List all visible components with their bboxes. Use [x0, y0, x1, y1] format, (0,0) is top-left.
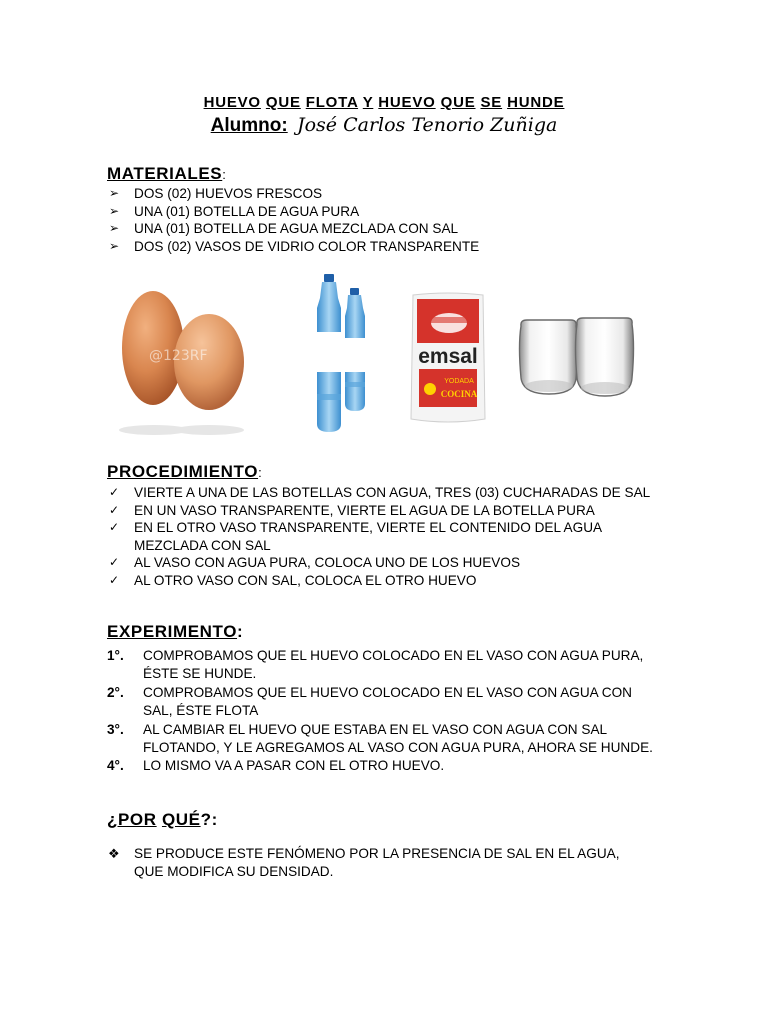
list-item-text: AL CAMBIAR EL HUEVO QUE ESTABA EN EL VASO CON AGUA CON SAL FLOTANDO, Y LE AGREGAMOS AL VASO CON AGUA PURA, AHORA SE HUNDE.: [143, 721, 653, 756]
checkmark-icon: ✓: [109, 572, 120, 587]
list-item-text: EN UN VASO TRANSPARENTE, VIERTE EL AGUA DE LA BOTELLA PURA: [134, 502, 595, 518]
list-item: [107, 502, 667, 520]
materials-heading-colon: :: [222, 167, 227, 182]
arrow-bullet-icon: ➢: [109, 186, 120, 200]
procedure-heading: [107, 462, 262, 482]
title-word: QUE: [265, 94, 301, 111]
list-item: [107, 238, 479, 256]
checkmark-icon: ✓: [109, 520, 120, 535]
title-word: Y: [362, 94, 374, 111]
title-word: FLOTA: [305, 94, 359, 111]
list-item: [107, 845, 644, 880]
list-item-text: DOS (02) VASOS DE VIDRIO COLOR TRANSPARENTE: [134, 238, 480, 254]
list-item-text: VIERTE A UNA DE LAS BOTELLAS CON AGUA, TRES (03) CUCHARADAS DE SAL: [134, 485, 651, 500]
list-item: [107, 220, 479, 238]
list-item-text: AL OTRO VASO CON SAL, COLOCA EL OTRO HUEVO: [134, 572, 477, 588]
glasses-image: [515, 316, 641, 406]
document-title: [0, 94, 768, 111]
student-line: [0, 114, 768, 137]
arrow-bullet-icon: ➢: [109, 238, 120, 253]
procedure-list: [107, 484, 667, 590]
title-word: HUEVO: [203, 94, 261, 111]
step-number: 1°.: [107, 648, 124, 663]
procedure-heading-colon: :: [258, 465, 263, 480]
list-item-text: AL VASO CON AGUA PURA, COLOCA UNO DE LOS HUEVOS: [134, 555, 521, 571]
salt-bag-image: [409, 291, 487, 426]
materials-heading: [107, 164, 226, 184]
materials-list: [107, 185, 479, 255]
bottles-image: [307, 274, 382, 439]
list-item: [107, 647, 647, 684]
checkmark-icon: ✓: [109, 485, 120, 499]
list-item: [107, 684, 647, 721]
materials-images: [107, 266, 647, 441]
list-item-text: LO MISMO VA A PASAR CON EL OTRO HUEVO.: [143, 758, 445, 774]
experiment-list: [107, 647, 653, 776]
list-item-text: UNA (01) BOTELLA DE AGUA MEZCLADA CON SAL: [134, 221, 459, 237]
checkmark-icon: ✓: [109, 555, 120, 570]
materials-heading-text: MATERIALES: [107, 164, 223, 183]
step-number: 4°.: [107, 758, 124, 774]
list-item-text: COMPROBAMOS QUE EL HUEVO COLOCADO EN EL VASO CON AGUA PURA, ÉSTE SE HUNDE.: [143, 648, 644, 682]
list-item: [107, 721, 663, 758]
salt-brand-text: emsal: [418, 345, 478, 368]
why-heading-rest: ?:: [200, 810, 218, 829]
list-item: [107, 185, 479, 203]
list-item-text: SE PRODUCE ESTE FENÓMENO POR LA PRESENCIA DE SAL EN EL AGUA, QUE MODIFICA SU DENSIDAD.: [134, 846, 620, 879]
why-heading-word: ¿POR: [107, 810, 157, 829]
student-label: Alumno:: [210, 115, 288, 136]
experiment-heading-colon: :: [237, 622, 244, 641]
list-item-text: DOS (02) HUEVOS FRESCOS: [134, 186, 323, 201]
arrow-bullet-icon: ➢: [109, 221, 120, 236]
why-heading: [107, 810, 218, 830]
eggs-image: [107, 266, 262, 436]
drinking-glasses-icon: [515, 316, 641, 406]
why-heading-word: QUÉ: [161, 810, 201, 829]
list-item: [107, 554, 667, 572]
step-number: 3°.: [107, 721, 124, 737]
salt-sub-text: YODADA: [444, 378, 474, 385]
title-word: QUE: [440, 94, 476, 111]
arrow-bullet-icon: ➢: [109, 203, 120, 218]
title-word: HUEVO: [378, 94, 436, 111]
list-item: [107, 484, 667, 502]
experiment-heading-text: EXPERIMENTO: [107, 622, 238, 641]
list-item: [107, 519, 619, 554]
list-item-text: COMPROBAMOS QUE EL HUEVO COLOCADO EN EL VASO CON AGUA CON SAL, ÉSTE FLOTA: [143, 684, 632, 719]
title-word: HUNDE: [507, 94, 565, 111]
list-item-text: EN EL OTRO VASO TRANSPARENTE, VIERTE EL CONTENIDO DEL AGUA MEZCLADA CON SAL: [134, 520, 602, 553]
salt-sub-text: COCINA: [440, 389, 478, 399]
procedure-heading-text: PROCEDIMIENTO: [107, 462, 259, 481]
checkmark-icon: ✓: [109, 502, 120, 517]
watermark-text: @123RF: [149, 348, 208, 364]
student-name: José Carlos Tenorio Zuñiga: [296, 114, 558, 136]
diamond-bullet-icon: ❖: [108, 846, 120, 861]
eggs-icon: [107, 266, 262, 436]
salt-bag-icon: [409, 291, 487, 426]
list-item-text: UNA (01) BOTELLA DE AGUA PURA: [134, 203, 360, 219]
list-item: [107, 757, 647, 775]
title-word: SE: [480, 94, 503, 111]
list-item: [107, 203, 479, 221]
list-item: [107, 572, 667, 590]
why-list: [107, 845, 647, 880]
step-number: 2°.: [107, 684, 124, 700]
experiment-heading: [107, 622, 243, 642]
water-bottles-icon: [307, 274, 382, 439]
